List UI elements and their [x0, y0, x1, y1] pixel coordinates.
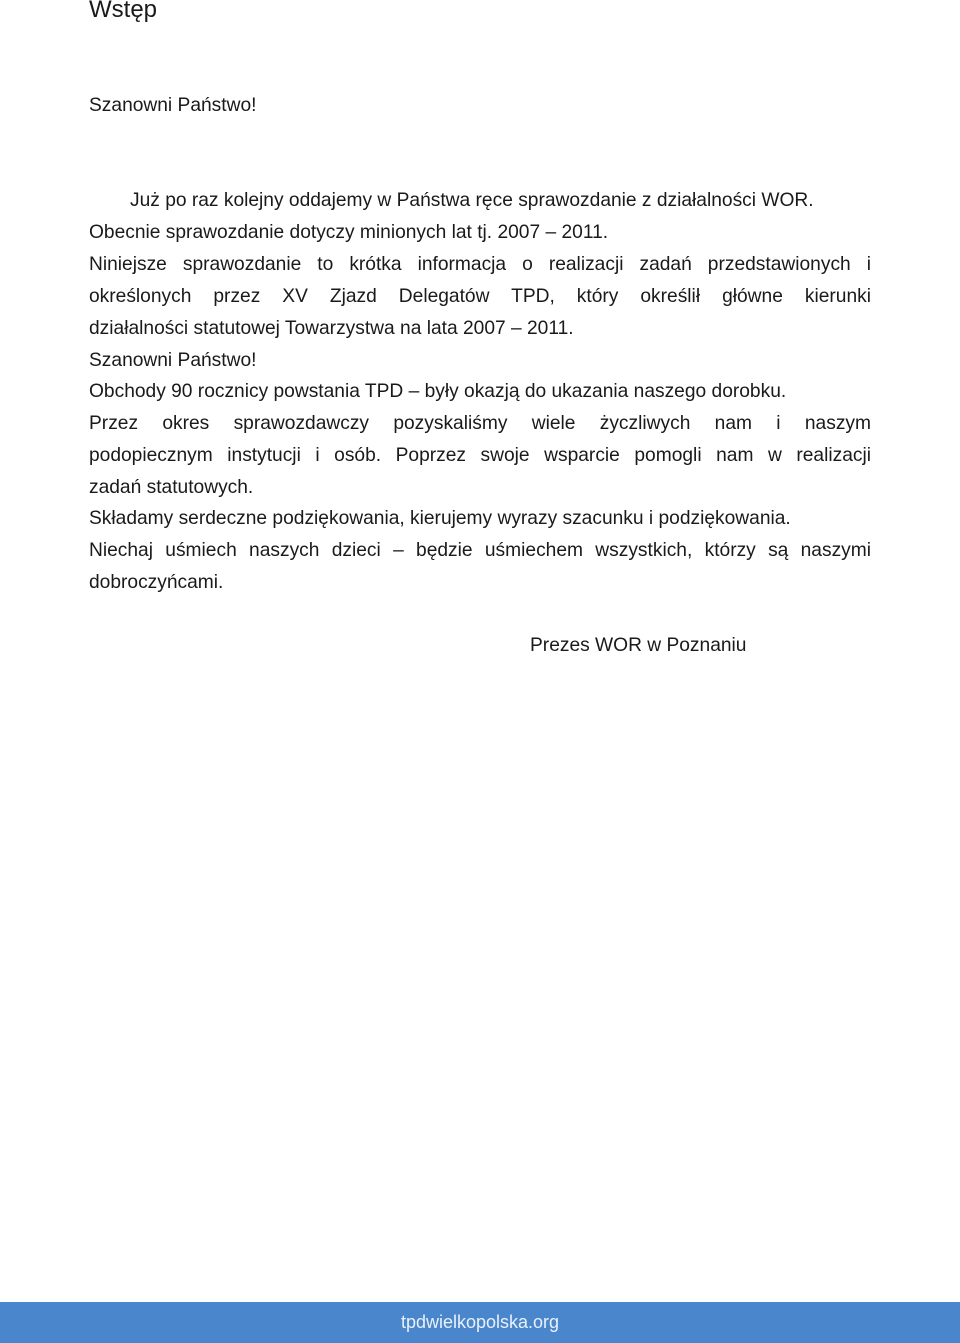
paragraph-line: Przez okres sprawozdawczy pozyskaliśmy wiele życzliwych nam i naszym: [89, 413, 871, 434]
paragraph-line: Składamy serdeczne podziękowania, kierujemy wyrazy szacunku i podziękowania.: [89, 508, 791, 529]
paragraph-line: Niniejsze sprawozdanie to krótka informacja o realizacji zadań przedstawionych i: [89, 254, 871, 275]
paragraph-line: dobroczyńcami.: [89, 572, 224, 593]
paragraph-line: Obchody 90 rocznicy powstania TPD – były okazją do ukazania naszego dorobku.: [89, 381, 787, 402]
paragraph-line: zadań statutowych.: [89, 477, 254, 498]
paragraph-line: określonych przez XV Zjazd Delegatów TPD, który określił główne kierunki: [89, 286, 871, 307]
greeting: Szanowni Państwo!: [89, 95, 257, 116]
footer-website: tpdwielkopolska.org: [400, 1312, 560, 1332]
greeting-second: Szanowni Państwo!: [89, 350, 257, 371]
signature: Prezes WOR w Poznaniu: [530, 635, 747, 656]
paragraph-line: działalności statutowej Towarzystwa na lata 2007 – 2011.: [89, 318, 574, 339]
paragraph-line: Niechaj uśmiech naszych dzieci – będzie uśmiechem wszystkich, którzy są naszymi: [89, 540, 871, 561]
footer-bar: [0, 1302, 960, 1343]
paragraph-line: Już po raz kolejny oddajemy w Państwa ręce sprawozdanie z działalności WOR.: [130, 190, 814, 211]
paragraph-line: Obecnie sprawozdanie dotyczy minionych lat tj. 2007 – 2011.: [89, 222, 609, 243]
paragraph-line: podopiecznym instytucji i osób. Poprzez swoje wsparcie pomogli nam w realizacji: [89, 445, 871, 466]
page-title: Wstęp: [89, 0, 158, 23]
